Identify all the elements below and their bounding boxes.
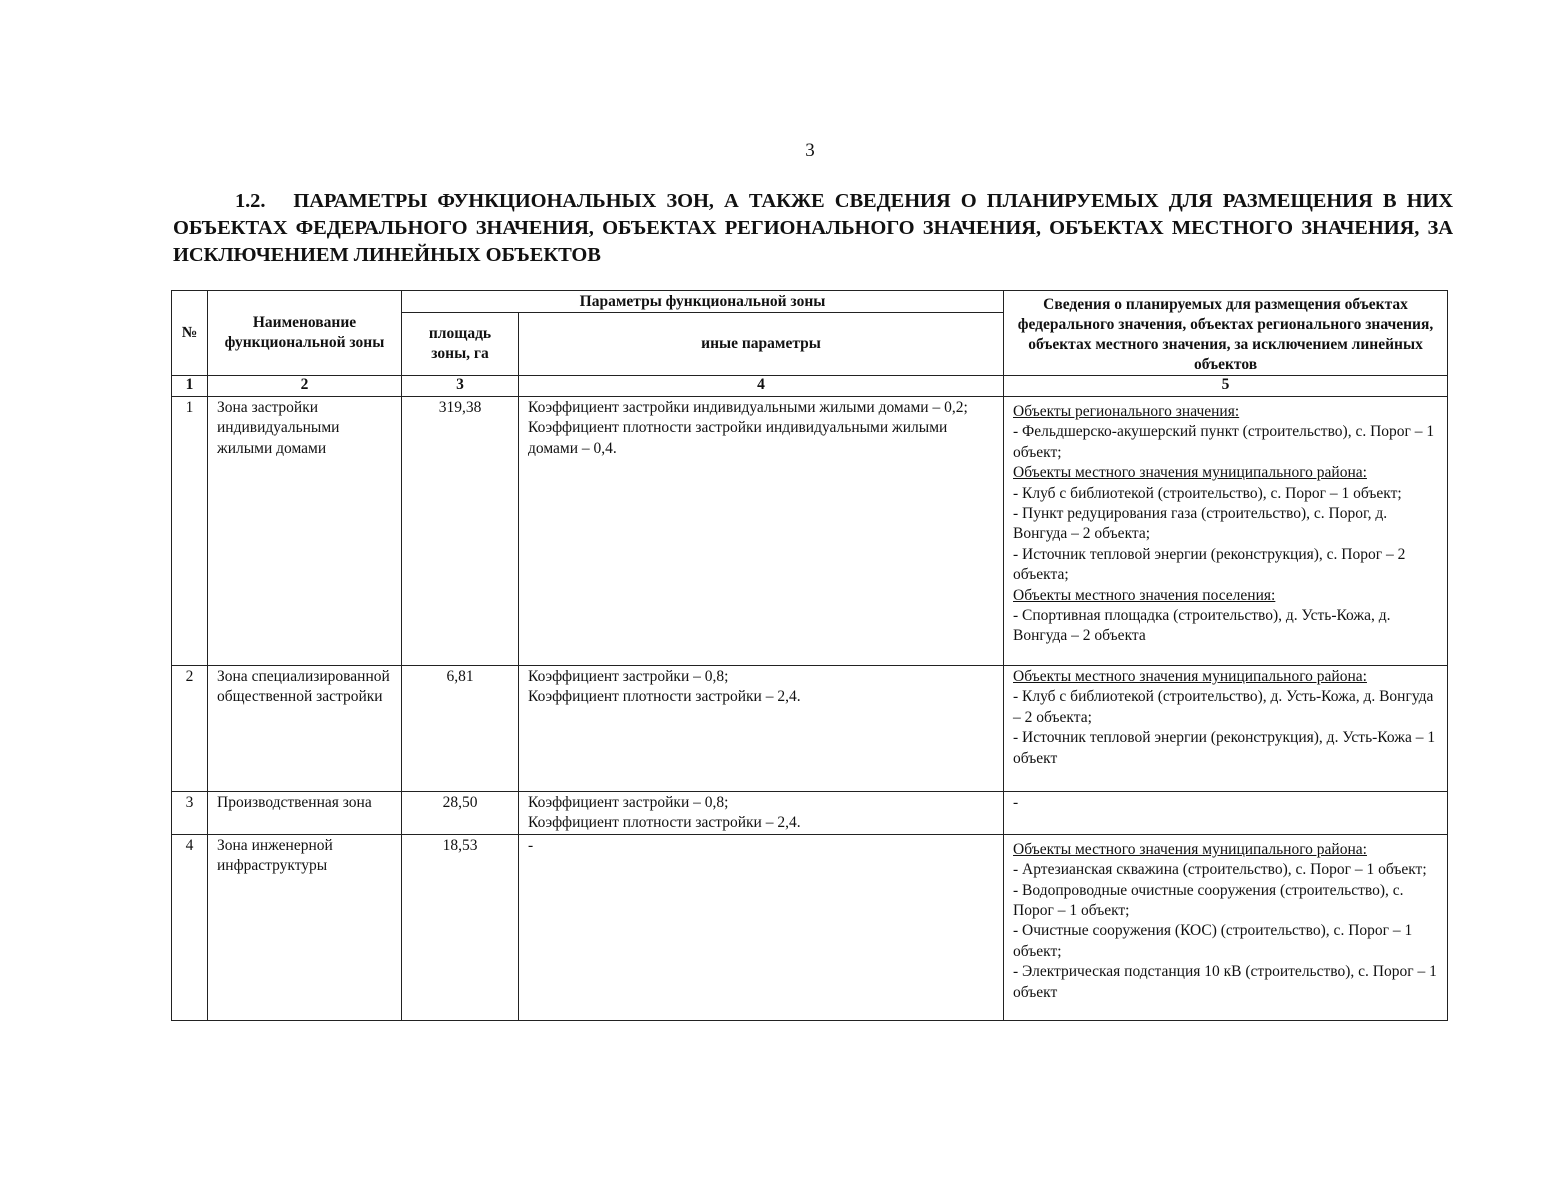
table-row — [172, 792, 1448, 835]
zone-name: Производственная зона — [208, 792, 402, 835]
object-item: - Очистные сооружения (КОС) (строительство), с. Порог – 1 объект; — [1013, 922, 1413, 960]
param-line: Коэффициент плотности застройки – 2,4. — [528, 688, 801, 706]
param-line: Коэффициент застройки индивидуальными жилыми домами – 0,2; — [528, 399, 968, 416]
object-item: - Источник тепловой энергии (реконструкция), д. Усть-Кожа – 1 объект — [1013, 729, 1436, 767]
zone-params — [519, 834, 1004, 1020]
column-number: 4 — [519, 376, 1004, 397]
object-item: - Водопроводные очистные сооружения (строительство), с. Порог – 1 объект; — [1013, 881, 1404, 920]
section-number: 1.2. — [235, 190, 266, 212]
object-item: - Электрическая подстанция 10 кВ (строительство), с. Порог – 1 объект — [1013, 963, 1437, 1001]
zone-params — [519, 792, 1004, 835]
page-number: 3 — [805, 140, 815, 161]
object-item: - Спортивная площадка (строительство), д. Усть-Кожа, д. Вонгуда – 2 объекта — [1013, 607, 1391, 645]
table-row — [172, 666, 1448, 792]
row-number: 1 — [172, 397, 208, 666]
objects-category-heading: Объекты регионального значения: — [1013, 403, 1240, 420]
column-number: 1 — [172, 376, 208, 397]
row-number: 4 — [172, 834, 208, 1020]
objects-category-heading: Объекты местного значения муниципального района: — [1013, 464, 1367, 482]
zone-area: 6,81 — [402, 666, 519, 792]
header-params-group: Параметры функциональной зоны — [402, 291, 1004, 313]
zone-area: 319,38 — [402, 397, 519, 666]
zone-name: Зона специализированной общественной застройки — [208, 666, 402, 792]
param-line: Коэффициент плотности застройки индивидуальными жилыми домами – 0,4. — [528, 419, 948, 457]
zone-params — [519, 666, 1004, 792]
column-numbers-row — [172, 376, 1448, 397]
objects-category-heading: Объекты местного значения муниципального района: — [1013, 840, 1367, 858]
table-row — [172, 397, 1448, 666]
object-item: - Клуб с библиотекой (строительство), д. Усть-Кожа, д. Вонгуда – 2 объекта; — [1013, 688, 1434, 726]
zone-params — [519, 397, 1004, 666]
section-title: ПАРАМЕТРЫ ФУНКЦИОНАЛЬНЫХ ЗОН, А ТАКЖЕ СВЕДЕНИЯ О ПЛАНИРУЕМЫХ ДЛЯ РАЗМЕЩЕНИЯ В НИХ ОБЪЕКТАХ ФЕДЕРАЛЬНОГО ЗНАЧЕНИЯ, ОБЪЕКТАХ РЕГИОНАЛЬНОГО ЗНАЧЕНИЯ, ОБЪЕКТАХ МЕСТНОГО ЗНАЧЕНИЯ, ЗА ИСКЛЮЧЕНИЕМ ЛИНЕЙНЫХ ОБЪЕКТОВ — [173, 190, 1453, 266]
header-no: № — [172, 291, 208, 376]
row-number: 2 — [172, 666, 208, 792]
column-number: 5 — [1004, 376, 1448, 397]
table-row — [172, 834, 1448, 1020]
object-item: - Клуб с библиотекой (строительство), с. Порог – 1 объект; — [1013, 484, 1402, 502]
zone-name: Зона инженерной инфраструктуры — [208, 834, 402, 1020]
header-other-params: иные параметры — [519, 313, 1004, 376]
column-number: 3 — [402, 376, 519, 397]
header-objects: Сведения о планируемых для размещения объектах федерального значения, объектах регионального значения, объектах местного значения, за исключением линейных объектов — [1004, 291, 1448, 376]
row-number: 3 — [172, 792, 208, 835]
zone-area: 28,50 — [402, 792, 519, 835]
param-line: Коэффициент плотности застройки – 2,4. — [528, 814, 801, 832]
objects-category-heading: Объекты местного значения муниципального района: — [1013, 668, 1367, 685]
object-item: - Источник тепловой энергии (реконструкция), с. Порог – 2 объекта; — [1013, 545, 1406, 584]
zone-name: Зона застройки индивидуальными жилыми домами — [208, 397, 402, 666]
header-zone-name: Наименование функциональной зоны — [208, 291, 402, 376]
zone-objects — [1004, 666, 1448, 792]
object-item: - Фельдшерско-акушерский пункт (строительство), с. Порог – 1 объект; — [1013, 423, 1435, 461]
objects-category-heading: Объекты местного значения поселения: — [1013, 586, 1276, 604]
zone-objects — [1004, 834, 1448, 1020]
object-item: - Артезианская скважина (строительство), с. Порог – 1 объект; — [1013, 861, 1427, 879]
object-item: - Пункт редуцирования газа (строительство), с. Порог, д. Вонгуда – 2 объекта; — [1013, 505, 1388, 543]
zone-objects — [1004, 397, 1448, 666]
zone-area: 18,53 — [402, 834, 519, 1020]
param-line: Коэффициент застройки – 0,8; — [528, 794, 729, 811]
column-number: 2 — [208, 376, 402, 397]
section-heading — [173, 188, 1453, 269]
header-area: площадь зоны, га — [402, 313, 519, 376]
zone-objects: - — [1004, 792, 1448, 835]
param-line: - — [528, 836, 534, 854]
param-line: Коэффициент застройки – 0,8; — [528, 668, 729, 685]
functional-zones-table — [171, 290, 1448, 1021]
